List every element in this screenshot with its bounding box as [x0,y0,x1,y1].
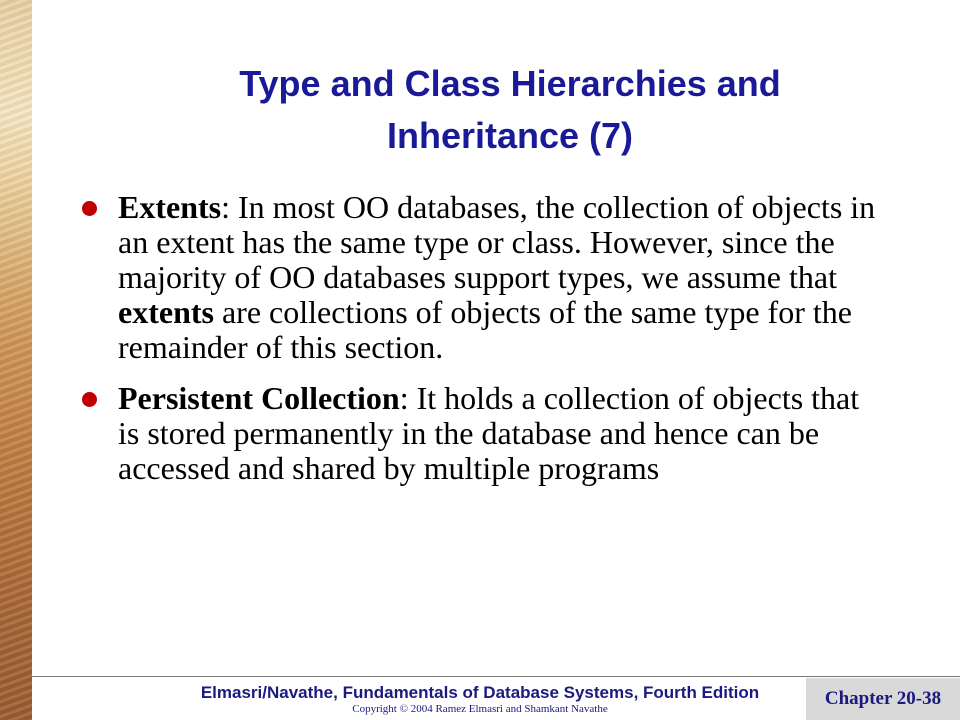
bullet-term: Persistent Collection [118,380,400,416]
bullet-item-extents [80,190,880,365]
chapter-page-badge: Chapter 20-38 [806,678,960,720]
slide-content [80,190,880,502]
bullet-dot-icon [82,392,97,407]
footer-copyright: Copyright © 2004 Ramez Elmasri and Shamkant Navathe [352,703,608,715]
bullet-item-persistent-collection [80,381,880,486]
decorative-side-image [0,0,32,720]
bullet-term: Extents [118,189,222,225]
bullet-emphasis: extents [118,294,214,330]
slide-title: Type and Class Hierarchies and Inheritance (7) [239,63,781,156]
bullet-text: : In most OO databases, the collection of objects in an extent has the same type or class. However, since the majority of OO databases support types, we assume that [118,189,876,295]
bullet-text: are collections of objects of the same type for the remainder of this section. [118,294,852,365]
bullet-dot-icon [82,201,97,216]
bullet-text: : It holds a collection of objects that is stored permanently in the database and hence can be accessed and shared by multiple programs [118,380,860,486]
footer-book-title: Elmasri/Navathe, Fundamentals of Database Systems, Fourth Edition [200,683,760,702]
footer-divider [32,676,960,677]
